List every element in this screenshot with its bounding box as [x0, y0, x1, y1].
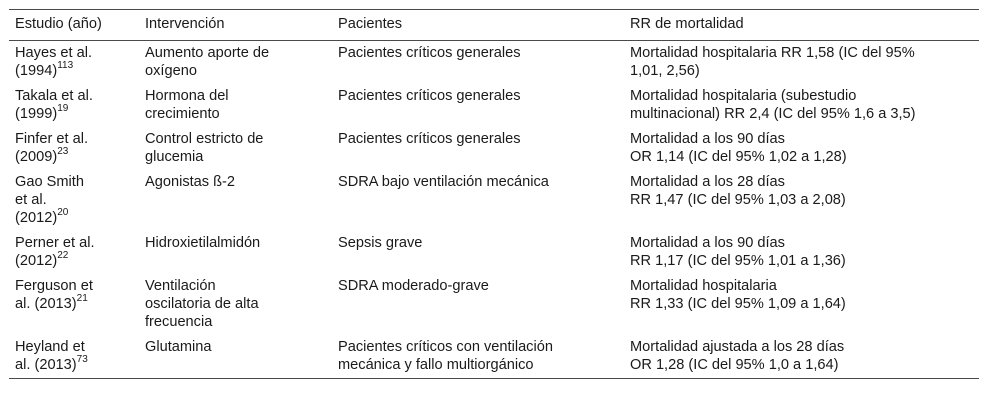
study-cell: [9, 231, 139, 274]
patients-cell: [332, 41, 624, 85]
study-text: Gao Smith: [15, 174, 84, 190]
study-text: Finfer et al.: [15, 131, 88, 147]
intervention-cell: [139, 335, 332, 379]
patients-text: Pacientes críticos generales: [338, 88, 521, 104]
mortality-cell: [624, 274, 979, 335]
mortality-cell: [624, 231, 979, 274]
mortality-text: RR 1,33 (IC del 95% 1,09 a 1,64): [630, 296, 846, 312]
mortality-text: Mortalidad hospitalaria (subestudio: [630, 88, 857, 104]
table-row: [9, 274, 979, 335]
header-intervention: Intervención: [139, 10, 332, 41]
intervention-text: Hormona del: [145, 88, 229, 104]
mortality-cell: [624, 127, 979, 170]
study-text: [15, 62, 133, 80]
header-patients: Pacientes: [332, 10, 624, 41]
study-cell: [9, 170, 139, 231]
patients-cell: [332, 170, 624, 231]
reference-number: 23: [57, 146, 69, 158]
intervention-text: Glutamina: [145, 339, 212, 355]
reference-number: 19: [57, 103, 69, 115]
mortality-text: Mortalidad a los 28 días: [630, 174, 785, 190]
intervention-text: crecimiento: [145, 106, 220, 122]
intervention-text: Aumento aporte de: [145, 45, 270, 61]
patients-cell: [332, 84, 624, 127]
mortality-text: Mortalidad hospitalaria RR 1,58 (IC del 95%: [630, 45, 915, 61]
intervention-text: frecuencia: [145, 314, 213, 330]
patients-cell: [332, 127, 624, 170]
patients-cell: [332, 231, 624, 274]
patients-text: Pacientes críticos generales: [338, 131, 521, 147]
intervention-cell: [139, 41, 332, 85]
patients-cell: [332, 274, 624, 335]
study-text: et al.: [15, 192, 47, 208]
study-text: [15, 148, 133, 166]
table-row: [9, 84, 979, 127]
reference-number: 22: [57, 250, 69, 262]
header-row: [9, 10, 979, 41]
header-study: Estudio (año): [9, 10, 139, 41]
intervention-text: Hidroxietilalmidón: [145, 235, 261, 251]
study-text: Hayes et al.: [15, 45, 93, 61]
header-mortality-rr: RR de mortalidad: [624, 10, 979, 41]
mortality-text: OR 1,28 (IC del 95% 1,0 a 1,64): [630, 357, 839, 373]
intervention-text: Control estricto de: [145, 131, 264, 147]
mortality-text: OR 1,14 (IC del 95% 1,02 a 1,28): [630, 149, 847, 165]
reference-number: 73: [76, 354, 88, 366]
study-year: al. (2013): [15, 296, 77, 312]
study-cell: [9, 127, 139, 170]
study-year: (2012): [15, 253, 58, 269]
table-row: [9, 335, 979, 379]
mortality-text: RR 1,47 (IC del 95% 1,03 a 2,08): [630, 192, 846, 208]
reference-number: 20: [57, 207, 69, 219]
patients-text: mecánica y fallo multiorgánico: [338, 357, 534, 373]
mortality-text: Mortalidad a los 90 días: [630, 131, 785, 147]
mortality-text: 1,01, 2,56): [630, 63, 700, 79]
mortality-cell: [624, 335, 979, 379]
intervention-text: Agonistas ß-2: [145, 174, 236, 190]
reference-number: 113: [57, 60, 74, 72]
study-text: [15, 209, 133, 227]
study-text: Perner et al.: [15, 235, 95, 251]
patients-text: Pacientes críticos con ventilación: [338, 339, 553, 355]
study-text: Takala et al.: [15, 88, 93, 104]
table-row: [9, 41, 979, 85]
intervention-cell: [139, 170, 332, 231]
study-text: [15, 295, 133, 313]
intervention-text: oxígeno: [145, 63, 197, 79]
intervention-text: glucemia: [145, 149, 204, 165]
study-text: [15, 252, 133, 270]
patients-text: SDRA bajo ventilación mecánica: [338, 174, 549, 190]
mortality-cell: [624, 41, 979, 85]
study-text: Heyland et: [15, 339, 85, 355]
mortality-text: RR 1,17 (IC del 95% 1,01 a 1,36): [630, 253, 846, 269]
study-year: (2009): [15, 149, 58, 165]
patients-text: Sepsis grave: [338, 235, 423, 251]
study-cell: [9, 274, 139, 335]
patients-text: Pacientes críticos generales: [338, 45, 521, 61]
table-body: [9, 41, 979, 379]
table-row: [9, 170, 979, 231]
table-header: [9, 10, 979, 41]
intervention-cell: [139, 231, 332, 274]
mortality-text: multinacional) RR 2,4 (IC del 95% 1,6 a 3,5): [630, 106, 916, 122]
study-text: Ferguson et: [15, 278, 93, 294]
study-text: [15, 105, 133, 123]
intervention-text: oscilatoria de alta: [145, 296, 259, 312]
intervention-cell: [139, 127, 332, 170]
intervention-cell: [139, 84, 332, 127]
reference-number: 21: [76, 293, 88, 305]
study-year: (2012): [15, 210, 58, 226]
study-year: al. (2013): [15, 357, 77, 373]
mortality-text: Mortalidad hospitalaria: [630, 278, 777, 294]
table-row: [9, 127, 979, 170]
study-year: (1999): [15, 106, 58, 122]
mortality-studies-table: [9, 9, 979, 379]
intervention-cell: [139, 274, 332, 335]
intervention-text: Ventilación: [145, 278, 216, 294]
study-cell: [9, 84, 139, 127]
study-year: (1994): [15, 63, 58, 79]
mortality-text: Mortalidad ajustada a los 28 días: [630, 339, 845, 355]
study-cell: [9, 335, 139, 379]
table-row: [9, 231, 979, 274]
mortality-text: Mortalidad a los 90 días: [630, 235, 785, 251]
patients-cell: [332, 335, 624, 379]
study-cell: [9, 41, 139, 85]
mortality-cell: [624, 170, 979, 231]
mortality-cell: [624, 84, 979, 127]
study-text: [15, 356, 133, 374]
patients-text: SDRA moderado-grave: [338, 278, 489, 294]
